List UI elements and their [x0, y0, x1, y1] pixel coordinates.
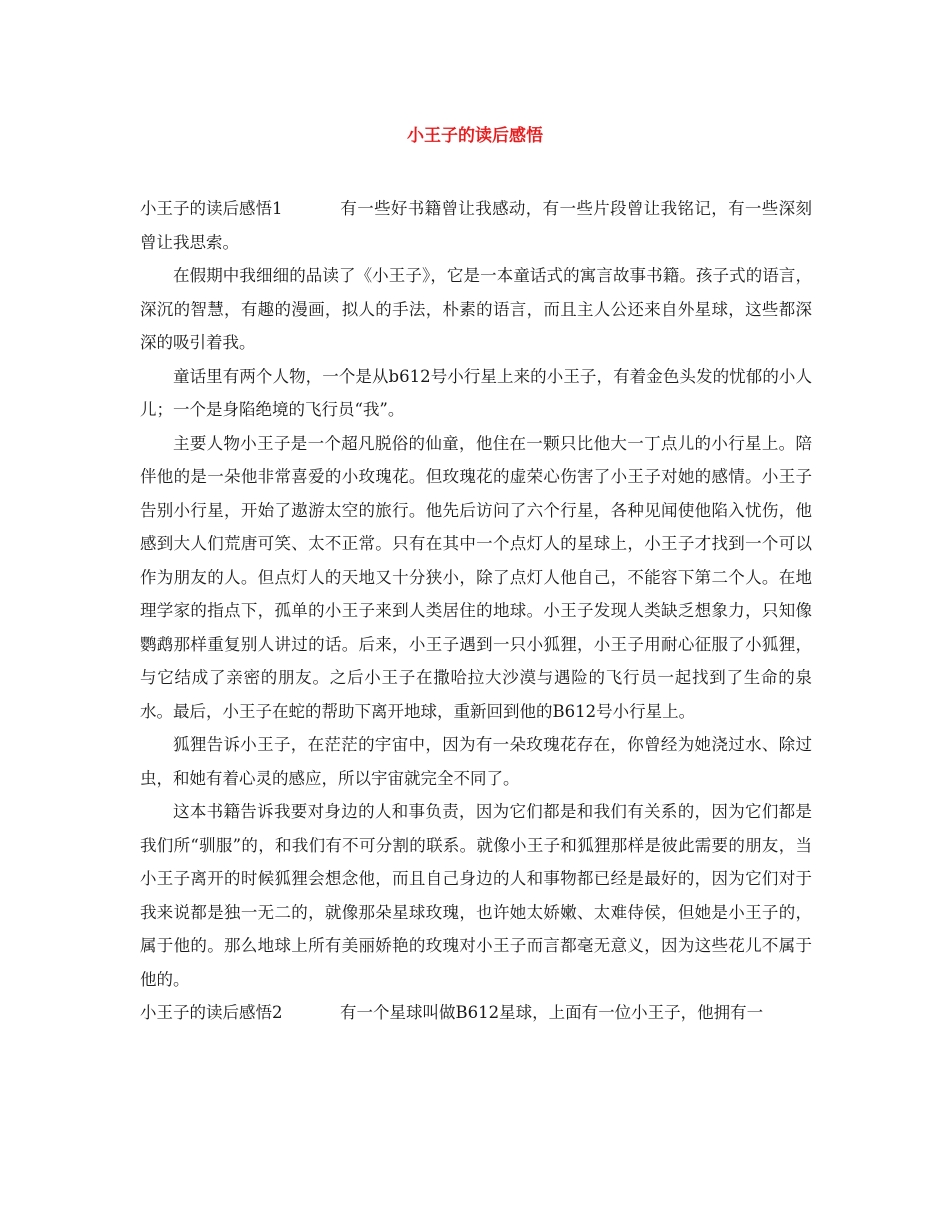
- paragraph: 主要人物小王子是一个超凡脱俗的仙童，他住在一颗只比他大一丁点儿的小行星上。陪伴他的是一朵他非常喜爱的小玫瑰花。但玫瑰花的虚荣心伤害了小王子对她的感情。小王子告别小行星，开始了遨游太空的旅行。他先后访问了六个行星，各种见闻使他陷入忧伤，他感到大人们荒唐可笑、太不正常。只有在其中一个点灯人的星球上，小王子才找到一个可以作为朋友的人。但点灯人的天地又十分狭小，除了点灯人他自己，不能容下第二个人。在地理学家的指点下，孤单的小王子来到人类居住的地球。小王子发现人类缺乏想象力，只知像鹦鹉那样重复别人讲过的话。后来，小王子遇到一只小狐狸，小王子用耐心征服了小狐狸，与它结成了亲密的朋友。之后小王子在撒哈拉大沙漠与遇险的飞行员一起找到了生命的泉水。最后，小王子在蛇的帮助下离开地球，重新回到他的B612号小行星上。: [140, 433, 812, 721]
- paragraph-text: 有一个星球叫做B612星球，上面有一位小王子，他拥有一: [340, 1003, 764, 1022]
- paragraph: 狐狸告诉小王子，在茫茫的宇宙中，因为有一朵玫瑰花存在，你曾经为她浇过水、除过虫，和她有着心灵的感应，所以宇宙就完全不同了。: [140, 735, 812, 788]
- section-2-first-paragraph: [140, 996, 812, 1030]
- paragraph: 童话里有两个人物，一个是从b612号小行星上来的小王子，有着金色头发的忧郁的小人儿；一个是身陷绝境的飞行员“我”。: [140, 366, 812, 419]
- paragraph-text: 有一些好书籍曾让我感动，有一些片段曾让我铭记，有一些深刻曾让我思索。: [140, 199, 812, 252]
- paragraph: 在假期中我细细的品读了《小王子》，它是一本童话式的寓言故事书籍。孩子式的语言，深沉的智慧，有趣的漫画，拟人的手法，朴素的语言，而且主人公还来自外星球，这些都深深的吸引着我。: [140, 266, 812, 352]
- section-2-heading: 小王子的读后感悟2: [140, 1003, 283, 1022]
- section-1-first-paragraph: [140, 192, 812, 259]
- paragraph: 这本书籍告诉我要对身边的人和事负责，因为它们都是和我们有关系的，因为它们都是我们所“驯服”的，和我们有不可分割的联系。就像小王子和狐狸那样是彼此需要的朋友，当小王子离开的时候狐狸会想念他，而且自己身边的人和事物都已经是最好的，因为它们对于我来说都是独一无二的，就像那朵星球玫瑰，也许她太娇嫩、太难侍侯，但她是小王子的，属于他的。那么地球上所有美丽娇艳的玫瑰对小王子而言都毫无意义，因为这些花儿不属于他的。: [140, 802, 812, 989]
- page-title: 小王子的读后感悟: [407, 126, 543, 146]
- document-body: [140, 192, 812, 1030]
- section-1-heading: 小王子的读后感悟1: [140, 199, 283, 218]
